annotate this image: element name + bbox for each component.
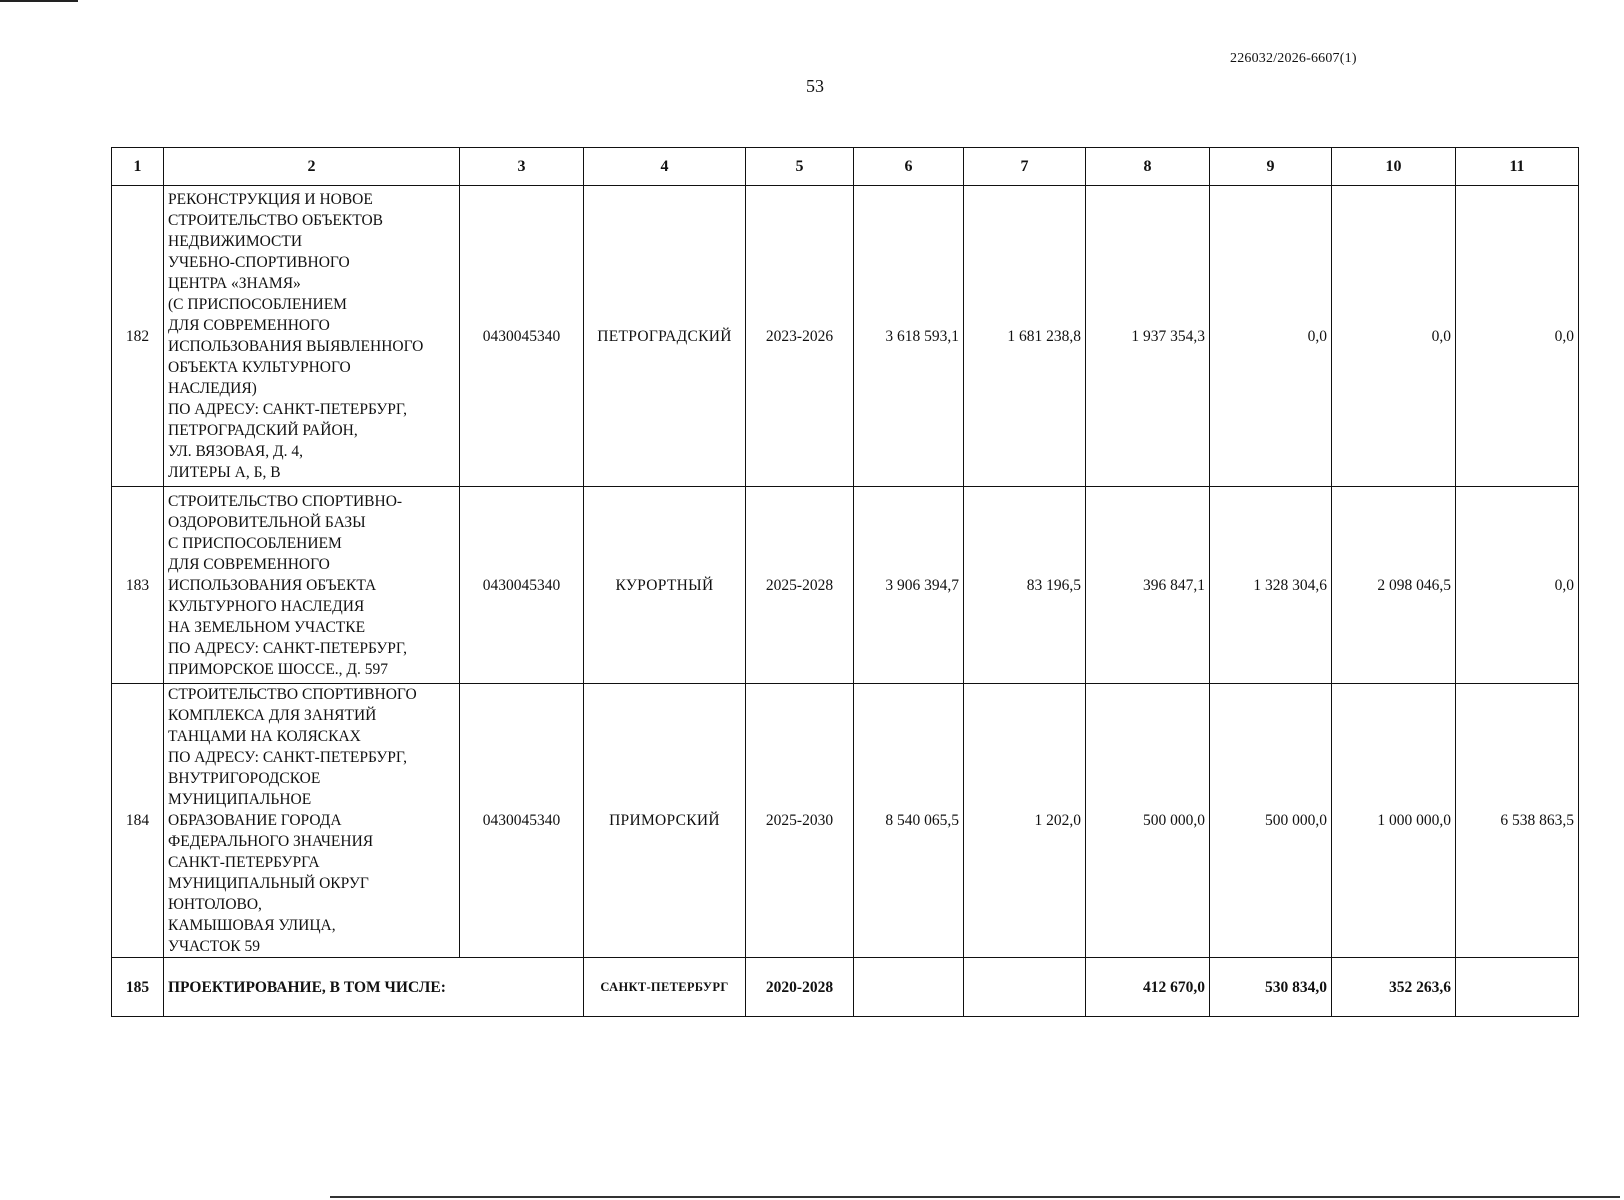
value-col6: 3 618 593,1	[854, 186, 964, 487]
column-header: 5	[746, 148, 854, 186]
column-header: 6	[854, 148, 964, 186]
value-col9: 530 834,0	[1210, 958, 1332, 1017]
object-name-line: НА ЗЕМЕЛЬНОМ УЧАСТКЕ	[168, 618, 366, 636]
object-name-line: ПО АДРЕСУ: САНКТ-ПЕТЕРБУРГ,	[168, 749, 407, 766]
value-col6	[854, 958, 964, 1017]
column-header: 11	[1456, 148, 1579, 186]
object-name-line: САНКТ-ПЕТЕРБУРГА	[168, 854, 320, 871]
object-name-line: УЛ. ВЯЗОВАЯ, Д. 4,	[168, 443, 303, 460]
period: 2023-2026	[746, 186, 854, 487]
object-name-line: ИСПОЛЬЗОВАНИЯ ВЫЯВЛЕННОГО	[168, 338, 424, 355]
document-id: 226032/2026-6607(1)	[1230, 51, 1357, 66]
object-name-line: МУНИЦИПАЛЬНОЕ	[168, 791, 312, 808]
column-header: 1	[112, 148, 164, 186]
object-name-line: ОБРАЗОВАНИЕ ГОРОДА	[168, 812, 342, 829]
object-name-line: ОЗДОРОВИТЕЛЬНОЙ БАЗЫ	[168, 513, 366, 531]
object-name-line: КУЛЬТУРНОГО НАСЛЕДИЯ	[168, 597, 365, 615]
object-name-line: ИСПОЛЬЗОВАНИЯ ОБЪЕКТА	[168, 576, 377, 594]
value-col6: 3 906 394,7	[854, 487, 964, 684]
object-name-line: С ПРИСПОСОБЛЕНИЕМ	[168, 534, 342, 552]
column-header: 4	[584, 148, 746, 186]
value-col7: 83 196,5	[964, 487, 1086, 684]
table-row	[112, 684, 1579, 958]
object-name-line: ПЕТРОГРАДСКИЙ РАЙОН,	[168, 422, 358, 439]
object-name-line: ФЕДЕРАЛЬНОГО ЗНАЧЕНИЯ	[168, 833, 374, 850]
value-col6: 8 540 065,5	[854, 684, 964, 958]
value-col9: 500 000,0	[1210, 684, 1332, 958]
object-name-line: ПРИМОРСКОЕ ШОССЕ., Д. 597	[168, 660, 388, 678]
value-col9: 0,0	[1210, 186, 1332, 487]
object-name-line: ПО АДРЕСУ: САНКТ-ПЕТЕРБУРГ,	[168, 639, 407, 657]
object-name-line: УЧАСТОК 59	[168, 938, 260, 955]
object-name-line: РЕКОНСТРУКЦИЯ И НОВОЕ	[168, 191, 373, 208]
value-col10: 0,0	[1332, 186, 1456, 487]
value-col9: 1 328 304,6	[1210, 487, 1332, 684]
table-row	[112, 487, 1579, 684]
column-header: 8	[1086, 148, 1210, 186]
total-row-title: ПРОЕКТИРОВАНИЕ, В ТОМ ЧИСЛЕ:	[164, 958, 584, 1017]
object-name-line: СТРОИТЕЛЬСТВО ОБЪЕКТОВ	[168, 212, 384, 229]
object-name-line: КОМПЛЕКСА ДЛЯ ЗАНЯТИЙ	[168, 707, 377, 724]
row-number: 182	[112, 186, 164, 487]
total-row	[112, 958, 1579, 1017]
object-name-line: ЮНТОЛОВО,	[168, 896, 262, 913]
value-col11: 0,0	[1456, 487, 1579, 684]
page-number: 53	[806, 76, 824, 96]
value-col10: 2 098 046,5	[1332, 487, 1456, 684]
column-header: 3	[460, 148, 584, 186]
district: САНКТ-ПЕТЕРБУРГ	[584, 958, 746, 1017]
row-number: 184	[112, 684, 164, 958]
object-name-line: НЕДВИЖИМОСТИ	[168, 233, 303, 250]
period: 2020-2028	[746, 958, 854, 1017]
bottom-edge-rule	[330, 1196, 1620, 1198]
object-name-line: СТРОИТЕЛЬСТВО СПОРТИВНОГО	[168, 686, 417, 703]
budget-code: 0430045340	[460, 186, 584, 487]
value-col8: 412 670,0	[1086, 958, 1210, 1017]
district: КУРОРТНЫЙ	[584, 487, 746, 684]
object-name-line: МУНИЦИПАЛЬНЫЙ ОКРУГ	[168, 875, 369, 892]
table-header-row	[112, 148, 1579, 186]
value-col11	[1456, 958, 1579, 1017]
value-col7: 1 681 238,8	[964, 186, 1086, 487]
object-name-line: КАМЫШОВАЯ УЛИЦА,	[168, 917, 336, 934]
value-col10: 352 263,6	[1332, 958, 1456, 1017]
period: 2025-2030	[746, 684, 854, 958]
object-name-line: ВНУТРИГОРОДСКОЕ	[168, 770, 321, 787]
column-header: 9	[1210, 148, 1332, 186]
object-name-line: ЦЕНТРА «ЗНАМЯ»	[168, 275, 301, 292]
district: ПРИМОРСКИЙ	[584, 684, 746, 958]
object-name-line: СТРОИТЕЛЬСТВО СПОРТИВНО-	[168, 492, 403, 510]
column-header: 2	[164, 148, 460, 186]
column-header: 10	[1332, 148, 1456, 186]
object-name	[164, 684, 460, 958]
top-edge-rule	[0, 0, 78, 2]
value-col10: 1 000 000,0	[1332, 684, 1456, 958]
value-col8: 396 847,1	[1086, 487, 1210, 684]
object-name-line: ОБЪЕКТА КУЛЬТУРНОГО	[168, 359, 351, 376]
value-col11: 0,0	[1456, 186, 1579, 487]
district: ПЕТРОГРАДСКИЙ	[584, 186, 746, 487]
row-number: 185	[112, 958, 164, 1017]
object-name-line: ДЛЯ СОВРЕМЕННОГО	[168, 317, 330, 334]
budget-table	[111, 147, 1579, 1017]
object-name-line: ПО АДРЕСУ: САНКТ-ПЕТЕРБУРГ,	[168, 401, 407, 418]
object-name	[164, 186, 460, 487]
budget-code: 0430045340	[460, 487, 584, 684]
object-name-line: ТАНЦАМИ НА КОЛЯСКАХ	[168, 728, 361, 745]
budget-code: 0430045340	[460, 684, 584, 958]
period: 2025-2028	[746, 487, 854, 684]
object-name-line: НАСЛЕДИЯ)	[168, 380, 257, 397]
object-name-line: ЛИТЕРЫ А, Б, В	[168, 464, 281, 481]
row-number: 183	[112, 487, 164, 684]
object-name-line: УЧЕБНО-СПОРТИВНОГО	[168, 254, 350, 271]
object-name-line: ДЛЯ СОВРЕМЕННОГО	[168, 555, 330, 573]
value-col7	[964, 958, 1086, 1017]
column-header: 7	[964, 148, 1086, 186]
value-col7: 1 202,0	[964, 684, 1086, 958]
table-row	[112, 186, 1579, 487]
value-col8: 1 937 354,3	[1086, 186, 1210, 487]
object-name-line: (С ПРИСПОСОБЛЕНИЕМ	[168, 296, 347, 313]
value-col11: 6 538 863,5	[1456, 684, 1579, 958]
value-col8: 500 000,0	[1086, 684, 1210, 958]
object-name	[164, 487, 460, 684]
